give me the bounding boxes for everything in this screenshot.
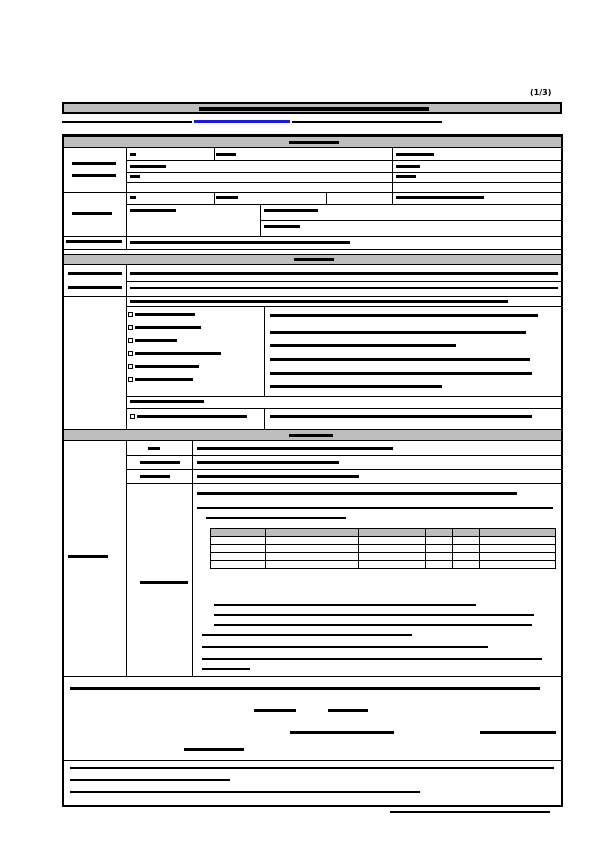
contents-row-value[interactable] bbox=[197, 447, 393, 450]
footnote bbox=[70, 779, 230, 781]
contents-label-glyphs bbox=[68, 555, 108, 558]
rep-birth-value[interactable] bbox=[396, 196, 484, 199]
section-applicant-header bbox=[64, 136, 561, 148]
business-label-glyphs bbox=[66, 240, 122, 243]
column-header bbox=[266, 529, 359, 537]
section-applicant-glyphs bbox=[289, 141, 339, 144]
column-header bbox=[359, 529, 426, 537]
name-field-label bbox=[130, 153, 136, 156]
column-header bbox=[453, 529, 480, 537]
table-row bbox=[211, 545, 556, 553]
attachments-label bbox=[140, 581, 188, 584]
table-row bbox=[211, 537, 556, 545]
date-line[interactable] bbox=[254, 709, 296, 712]
row-divider bbox=[64, 249, 561, 250]
footnote bbox=[70, 767, 554, 769]
purpose-label-glyphs bbox=[68, 286, 122, 289]
subline-text-glyphs-2 bbox=[292, 121, 442, 123]
contents-row-label bbox=[140, 475, 170, 478]
birth-field-label bbox=[396, 153, 434, 156]
recipient-line bbox=[184, 748, 244, 751]
section-details-header bbox=[64, 254, 561, 265]
footnote bbox=[70, 791, 420, 793]
attachment-table bbox=[210, 528, 556, 569]
form-subline bbox=[62, 118, 562, 126]
document-number: (1/3) bbox=[530, 88, 552, 97]
contents-row-value[interactable] bbox=[197, 461, 339, 464]
contents-row-value[interactable] bbox=[197, 475, 359, 478]
field-row bbox=[126, 160, 563, 161]
other-method-label bbox=[130, 400, 204, 403]
row-divider bbox=[64, 236, 561, 237]
title-text-glyphs bbox=[199, 107, 429, 111]
rep-email-label bbox=[264, 225, 300, 228]
option-checkbox[interactable] bbox=[128, 338, 133, 343]
representative-label-glyphs bbox=[72, 212, 112, 215]
applicant-label-glyphs bbox=[72, 162, 116, 165]
option-checkbox[interactable] bbox=[128, 364, 133, 369]
column-header bbox=[211, 529, 266, 537]
declaration-text bbox=[70, 687, 540, 690]
applicant-signature-line[interactable] bbox=[290, 731, 394, 734]
rep-phone-label bbox=[264, 209, 318, 212]
other-method-description bbox=[270, 415, 532, 418]
form-frame bbox=[62, 134, 563, 807]
column-header bbox=[426, 529, 453, 537]
applicant-label-glyphs bbox=[72, 174, 116, 177]
contents-row-label bbox=[148, 447, 160, 450]
table-row bbox=[211, 553, 556, 561]
column-header bbox=[480, 529, 556, 537]
fax-field-label bbox=[396, 175, 416, 178]
rep-name-label bbox=[130, 196, 136, 199]
option-checkbox[interactable] bbox=[130, 414, 135, 419]
name-field-value[interactable] bbox=[216, 153, 236, 156]
purpose-note bbox=[130, 287, 558, 289]
label-column-divider bbox=[126, 148, 127, 249]
subline-text-glyphs bbox=[62, 121, 192, 123]
option-checkbox[interactable] bbox=[128, 325, 133, 330]
rep-address-label bbox=[130, 209, 176, 212]
option-checkbox[interactable] bbox=[128, 312, 133, 317]
option-checkbox[interactable] bbox=[128, 377, 133, 382]
table-row bbox=[211, 561, 556, 569]
section-contents-header bbox=[64, 429, 561, 441]
subline-link[interactable] bbox=[194, 120, 290, 123]
row-divider bbox=[64, 192, 561, 193]
rep-name-value[interactable] bbox=[216, 196, 238, 199]
business-info-value[interactable] bbox=[130, 241, 350, 244]
method-header-glyphs bbox=[130, 300, 508, 303]
option-checkbox[interactable] bbox=[128, 351, 133, 356]
method-description-glyphs bbox=[270, 314, 538, 317]
field-row bbox=[126, 172, 563, 173]
purpose-value[interactable] bbox=[130, 272, 558, 275]
form-title bbox=[62, 102, 562, 114]
signature-seal-label bbox=[480, 731, 556, 734]
email-field-label bbox=[130, 175, 140, 178]
address-field-label bbox=[130, 165, 166, 168]
purpose-label-glyphs bbox=[68, 272, 122, 275]
attachments-intro bbox=[197, 492, 517, 495]
phone-field-label bbox=[396, 165, 420, 168]
attachment-note bbox=[214, 604, 476, 606]
contents-row-label bbox=[140, 461, 180, 464]
field-row bbox=[126, 182, 563, 183]
method-option-list bbox=[128, 312, 221, 384]
